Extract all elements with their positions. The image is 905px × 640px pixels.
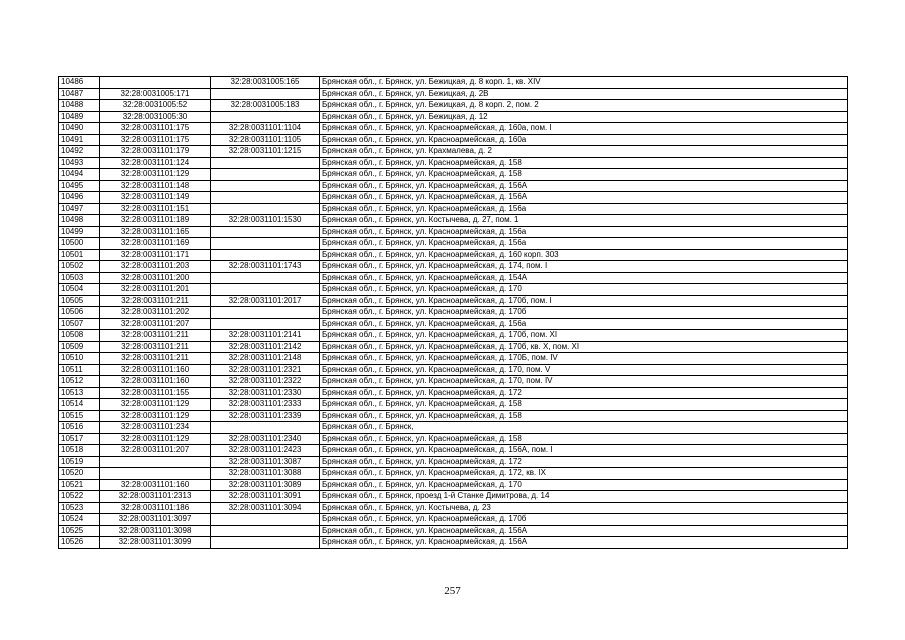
address-cell: Брянская обл., г. Брянск, ул. Красноармейская, д. 156а: [320, 226, 848, 238]
object-cadastral-number-cell: [211, 284, 320, 296]
table-row: [59, 410, 848, 422]
land-cadastral-number-cell: 32:28:0031101:129: [100, 169, 211, 181]
object-cadastral-number-cell: 32:28:0031101:3091: [211, 491, 320, 503]
row-number-cell: 10514: [59, 399, 100, 411]
object-cadastral-number-cell: 32:28:0031101:3094: [211, 502, 320, 514]
row-number-cell: 10495: [59, 180, 100, 192]
object-cadastral-number-cell: 32:28:0031101:1104: [211, 123, 320, 135]
table-row: [59, 387, 848, 399]
row-number-cell: 10496: [59, 192, 100, 204]
row-number-cell: 10487: [59, 88, 100, 100]
object-cadastral-number-cell: [211, 169, 320, 181]
object-cadastral-number-cell: 32:28:0031101:2333: [211, 399, 320, 411]
object-cadastral-number-cell: 32:28:0031101:1743: [211, 261, 320, 273]
object-cadastral-number-cell: 32:28:0031101:1215: [211, 146, 320, 158]
address-cell: Брянская обл., г. Брянск, ул. Костычева, д. 27, пом. 1: [320, 215, 848, 227]
table-row: [59, 77, 848, 89]
object-cadastral-number-cell: [211, 157, 320, 169]
row-number-cell: 10501: [59, 249, 100, 261]
table-row: [59, 284, 848, 296]
row-number-cell: 10503: [59, 272, 100, 284]
object-cadastral-number-cell: 32:28:0031101:3088: [211, 468, 320, 480]
address-cell: Брянская обл., г. Брянск, ул. Бежицкая, д. 12: [320, 111, 848, 123]
land-cadastral-number-cell: 32:28:0031101:151: [100, 203, 211, 215]
address-cell: Брянская обл., г. Брянск, ул. Бежицкая, д. 2В: [320, 88, 848, 100]
address-cell: Брянская обл., г. Брянск, ул. Красноармейская, д. 172, кв. IX: [320, 468, 848, 480]
object-cadastral-number-cell: 32:28:0031101:2339: [211, 410, 320, 422]
address-cell: Брянская обл., г. Брянск, ул. Крахмалева, д. 2: [320, 146, 848, 158]
land-cadastral-number-cell: 32:28:0031101:200: [100, 272, 211, 284]
object-cadastral-number-cell: 32:28:0031101:2148: [211, 353, 320, 365]
table-row: [59, 157, 848, 169]
address-cell: Брянская обл., г. Брянск, ул. Красноармейская, д. 170б, пом. I: [320, 295, 848, 307]
land-cadastral-number-cell: 32:28:0031005:52: [100, 100, 211, 112]
table-row: [59, 88, 848, 100]
address-cell: Брянская обл., г. Брянск, ул. Красноармейская, д. 172: [320, 456, 848, 468]
land-cadastral-number-cell: 32:28:0031005:30: [100, 111, 211, 123]
land-cadastral-number-cell: [100, 77, 211, 89]
object-cadastral-number-cell: [211, 525, 320, 537]
land-cadastral-number-cell: [100, 456, 211, 468]
table-row: [59, 491, 848, 503]
land-cadastral-number-cell: 32:28:0031101:171: [100, 249, 211, 261]
table-row: [59, 318, 848, 330]
row-number-cell: 10509: [59, 341, 100, 353]
land-cadastral-number-cell: 32:28:0031101:207: [100, 445, 211, 457]
property-registry-table: [58, 76, 848, 549]
land-cadastral-number-cell: 32:28:0031101:129: [100, 433, 211, 445]
row-number-cell: 10499: [59, 226, 100, 238]
address-cell: Брянская обл., г. Брянск, ул. Красноармейская, д. 170б: [320, 514, 848, 526]
address-cell: Брянская обл., г. Брянск, ул. Красноармейская, д. 156А: [320, 192, 848, 204]
table-row: [59, 203, 848, 215]
address-cell: Брянская обл., г. Брянск, ул. Красноармейская, д. 154А: [320, 272, 848, 284]
address-cell: Брянская обл., г. Брянск, ул. Красноармейская, д. 170б, кв. X, пом. XI: [320, 341, 848, 353]
object-cadastral-number-cell: [211, 226, 320, 238]
land-cadastral-number-cell: 32:28:0031101:165: [100, 226, 211, 238]
row-number-cell: 10489: [59, 111, 100, 123]
address-cell: Брянская обл., г. Брянск, ул. Красноармейская, д. 170Б, пом. IV: [320, 353, 848, 365]
address-cell: Брянская обл., г. Брянск, ул. Костычева, д. 23: [320, 502, 848, 514]
table-row: [59, 364, 848, 376]
object-cadastral-number-cell: 32:28:0031101:2321: [211, 364, 320, 376]
object-cadastral-number-cell: [211, 88, 320, 100]
page-number: 257: [444, 585, 461, 597]
object-cadastral-number-cell: [211, 272, 320, 284]
land-cadastral-number-cell: 32:28:0031101:211: [100, 295, 211, 307]
object-cadastral-number-cell: 32:28:0031101:3087: [211, 456, 320, 468]
row-number-cell: 10488: [59, 100, 100, 112]
row-number-cell: 10518: [59, 445, 100, 457]
table-row: [59, 330, 848, 342]
address-cell: Брянская обл., г. Брянск, ул. Красноармейская, д. 156А: [320, 537, 848, 549]
row-number-cell: 10491: [59, 134, 100, 146]
table-row: [59, 215, 848, 227]
land-cadastral-number-cell: 32:28:0031101:3097: [100, 514, 211, 526]
land-cadastral-number-cell: 32:28:0031101:203: [100, 261, 211, 273]
land-cadastral-number-cell: 32:28:0031101:148: [100, 180, 211, 192]
table-row: [59, 134, 848, 146]
land-cadastral-number-cell: 32:28:0031101:129: [100, 399, 211, 411]
address-cell: Брянская обл., г. Брянск,: [320, 422, 848, 434]
table-row: [59, 111, 848, 123]
row-number-cell: 10500: [59, 238, 100, 250]
object-cadastral-number-cell: [211, 422, 320, 434]
row-number-cell: 10526: [59, 537, 100, 549]
address-cell: Брянская обл., г. Брянск, ул. Красноармейская, д. 156А, пом. I: [320, 445, 848, 457]
table-row: [59, 169, 848, 181]
object-cadastral-number-cell: [211, 180, 320, 192]
land-cadastral-number-cell: 32:28:0031101:189: [100, 215, 211, 227]
object-cadastral-number-cell: 32:28:0031101:2330: [211, 387, 320, 399]
object-cadastral-number-cell: [211, 249, 320, 261]
registry-table-body: [59, 77, 848, 549]
row-number-cell: 10525: [59, 525, 100, 537]
table-row: [59, 537, 848, 549]
land-cadastral-number-cell: 32:28:0031101:129: [100, 410, 211, 422]
land-cadastral-number-cell: 32:28:0031101:2313: [100, 491, 211, 503]
table-row: [59, 123, 848, 135]
row-number-cell: 10520: [59, 468, 100, 480]
table-row: [59, 261, 848, 273]
row-number-cell: 10493: [59, 157, 100, 169]
table-row: [59, 146, 848, 158]
row-number-cell: 10502: [59, 261, 100, 273]
object-cadastral-number-cell: [211, 238, 320, 250]
address-cell: Брянская обл., г. Брянск, ул. Красноармейская, д. 170б: [320, 307, 848, 319]
row-number-cell: 10521: [59, 479, 100, 491]
land-cadastral-number-cell: 32:28:0031101:124: [100, 157, 211, 169]
object-cadastral-number-cell: 32:28:0031005:165: [211, 77, 320, 89]
address-cell: Брянская обл., г. Брянск, ул. Красноармейская, д. 156А: [320, 525, 848, 537]
land-cadastral-number-cell: 32:28:0031101:175: [100, 134, 211, 146]
address-cell: Брянская обл., г. Брянск, ул. Красноармейская, д. 158: [320, 157, 848, 169]
object-cadastral-number-cell: 32:28:0031101:2423: [211, 445, 320, 457]
land-cadastral-number-cell: 32:28:0031005:171: [100, 88, 211, 100]
object-cadastral-number-cell: [211, 192, 320, 204]
row-number-cell: 10511: [59, 364, 100, 376]
land-cadastral-number-cell: 32:28:0031101:234: [100, 422, 211, 434]
address-cell: Брянская обл., г. Брянск, ул. Красноармейская, д. 156а: [320, 238, 848, 250]
table-row: [59, 295, 848, 307]
object-cadastral-number-cell: 32:28:0031101:2141: [211, 330, 320, 342]
row-number-cell: 10498: [59, 215, 100, 227]
land-cadastral-number-cell: 32:28:0031101:160: [100, 479, 211, 491]
land-cadastral-number-cell: 32:28:0031101:149: [100, 192, 211, 204]
row-number-cell: 10506: [59, 307, 100, 319]
object-cadastral-number-cell: [211, 307, 320, 319]
address-cell: Брянская обл., г. Брянск, ул. Красноармейская, д. 156а: [320, 318, 848, 330]
table-row: [59, 479, 848, 491]
address-cell: Брянская обл., г. Брянск, ул. Красноармейская, д. 156А: [320, 180, 848, 192]
row-number-cell: 10512: [59, 376, 100, 388]
table-row: [59, 192, 848, 204]
table-row: [59, 433, 848, 445]
object-cadastral-number-cell: [211, 203, 320, 215]
land-cadastral-number-cell: 32:28:0031101:175: [100, 123, 211, 135]
land-cadastral-number-cell: 32:28:0031101:155: [100, 387, 211, 399]
table-row: [59, 376, 848, 388]
address-cell: Брянская обл., г. Брянск, ул. Красноармейская, д. 170: [320, 284, 848, 296]
land-cadastral-number-cell: 32:28:0031101:211: [100, 330, 211, 342]
row-number-cell: 10504: [59, 284, 100, 296]
table-row: [59, 307, 848, 319]
row-number-cell: 10523: [59, 502, 100, 514]
table-row: [59, 514, 848, 526]
row-number-cell: 10507: [59, 318, 100, 330]
object-cadastral-number-cell: [211, 318, 320, 330]
table-row: [59, 468, 848, 480]
row-number-cell: 10519: [59, 456, 100, 468]
land-cadastral-number-cell: 32:28:0031101:207: [100, 318, 211, 330]
row-number-cell: 10505: [59, 295, 100, 307]
address-cell: Брянская обл., г. Брянск, ул. Красноармейская, д. 170: [320, 479, 848, 491]
table-row: [59, 226, 848, 238]
object-cadastral-number-cell: 32:28:0031101:2322: [211, 376, 320, 388]
object-cadastral-number-cell: [211, 111, 320, 123]
land-cadastral-number-cell: 32:28:0031101:211: [100, 341, 211, 353]
row-number-cell: 10517: [59, 433, 100, 445]
table-row: [59, 272, 848, 284]
land-cadastral-number-cell: 32:28:0031101:160: [100, 364, 211, 376]
row-number-cell: 10494: [59, 169, 100, 181]
address-cell: Брянская обл., г. Брянск, ул. Бежицкая, д. 8 корп. 1, кв. XIV: [320, 77, 848, 89]
object-cadastral-number-cell: 32:28:0031101:1105: [211, 134, 320, 146]
row-number-cell: 10515: [59, 410, 100, 422]
row-number-cell: 10490: [59, 123, 100, 135]
table-row: [59, 422, 848, 434]
row-number-cell: 10516: [59, 422, 100, 434]
land-cadastral-number-cell: 32:28:0031101:3098: [100, 525, 211, 537]
row-number-cell: 10497: [59, 203, 100, 215]
address-cell: Брянская обл., г. Брянск, ул. Красноармейская, д. 158: [320, 399, 848, 411]
table-row: [59, 525, 848, 537]
address-cell: Брянская обл., г. Брянск, ул. Красноармейская, д. 174, пом. I: [320, 261, 848, 273]
object-cadastral-number-cell: [211, 537, 320, 549]
table-row: [59, 100, 848, 112]
address-cell: Брянская обл., г. Брянск, проезд 1-й Станке Димитрова, д. 14: [320, 491, 848, 503]
table-row: [59, 502, 848, 514]
object-cadastral-number-cell: 32:28:0031101:1530: [211, 215, 320, 227]
row-number-cell: 10513: [59, 387, 100, 399]
table-row: [59, 353, 848, 365]
table-row: [59, 456, 848, 468]
address-cell: Брянская обл., г. Брянск, ул. Красноармейская, д. 158: [320, 433, 848, 445]
object-cadastral-number-cell: 32:28:0031101:2142: [211, 341, 320, 353]
address-cell: Брянская обл., г. Брянск, ул. Красноармейская, д. 158: [320, 410, 848, 422]
address-cell: Брянская обл., г. Брянск, ул. Красноармейская, д. 170, пом. IV: [320, 376, 848, 388]
row-number-cell: 10486: [59, 77, 100, 89]
table-row: [59, 249, 848, 261]
row-number-cell: 10508: [59, 330, 100, 342]
address-cell: Брянская обл., г. Брянск, ул. Красноармейская, д. 172: [320, 387, 848, 399]
land-cadastral-number-cell: 32:28:0031101:202: [100, 307, 211, 319]
land-cadastral-number-cell: 32:28:0031101:179: [100, 146, 211, 158]
address-cell: Брянская обл., г. Брянск, ул. Красноармейская, д. 158: [320, 169, 848, 181]
table-row: [59, 341, 848, 353]
row-number-cell: 10492: [59, 146, 100, 158]
address-cell: Брянская обл., г. Брянск, ул. Красноармейская, д. 160а: [320, 134, 848, 146]
address-cell: Брянская обл., г. Брянск, ул. Красноармейская, д. 160а, пом. I: [320, 123, 848, 135]
address-cell: Брянская обл., г. Брянск, ул. Красноармейская, д. 160 корп. 303: [320, 249, 848, 261]
table-row: [59, 445, 848, 457]
address-cell: Брянская обл., г. Брянск, ул. Бежицкая, д. 8 корп. 2, пом. 2: [320, 100, 848, 112]
land-cadastral-number-cell: 32:28:0031101:3099: [100, 537, 211, 549]
table-row: [59, 180, 848, 192]
land-cadastral-number-cell: 32:28:0031101:186: [100, 502, 211, 514]
row-number-cell: 10522: [59, 491, 100, 503]
table-row: [59, 399, 848, 411]
address-cell: Брянская обл., г. Брянск, ул. Красноармейская, д. 156а: [320, 203, 848, 215]
land-cadastral-number-cell: 32:28:0031101:169: [100, 238, 211, 250]
row-number-cell: 10524: [59, 514, 100, 526]
address-cell: Брянская обл., г. Брянск, ул. Красноармейская, д. 170, пом. V: [320, 364, 848, 376]
object-cadastral-number-cell: [211, 514, 320, 526]
object-cadastral-number-cell: 32:28:0031005:183: [211, 100, 320, 112]
land-cadastral-number-cell: 32:28:0031101:160: [100, 376, 211, 388]
row-number-cell: 10510: [59, 353, 100, 365]
table-row: [59, 238, 848, 250]
address-cell: Брянская обл., г. Брянск, ул. Красноармейская, д. 170б, пом. XI: [320, 330, 848, 342]
object-cadastral-number-cell: 32:28:0031101:2017: [211, 295, 320, 307]
land-cadastral-number-cell: 32:28:0031101:211: [100, 353, 211, 365]
land-cadastral-number-cell: [100, 468, 211, 480]
object-cadastral-number-cell: 32:28:0031101:3089: [211, 479, 320, 491]
land-cadastral-number-cell: 32:28:0031101:201: [100, 284, 211, 296]
object-cadastral-number-cell: 32:28:0031101:2340: [211, 433, 320, 445]
